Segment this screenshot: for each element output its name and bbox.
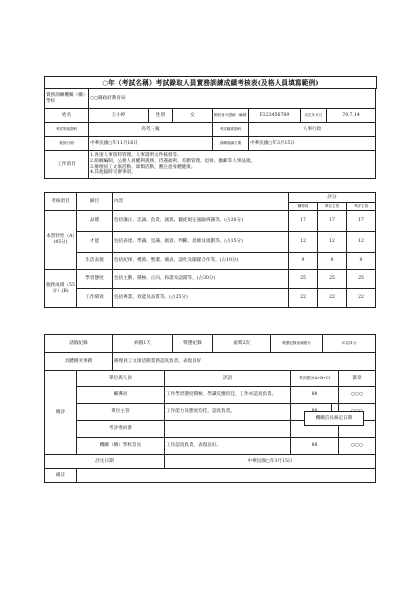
callout-pointer bbox=[331, 404, 332, 411]
special-label: 具體優劣事蹟 bbox=[45, 353, 113, 371]
eval-score: 88 bbox=[291, 387, 339, 404]
content-head: 內容 bbox=[113, 193, 289, 211]
eval-comment: 工作學習態度積極，學識反應均佳，工作亦認真負責。 bbox=[165, 387, 291, 404]
work-items bbox=[89, 151, 376, 179]
section-a: 本質特性（A）(45分) bbox=[45, 211, 77, 270]
score-col-mentor: 輔導員 bbox=[289, 203, 318, 211]
row-sub: 學習態度 bbox=[77, 270, 113, 289]
review-date: 中華民國○年3月15日 bbox=[165, 455, 376, 469]
exam-type-label: 考試職系類科 bbox=[213, 123, 249, 137]
eval-score: 88 bbox=[291, 438, 339, 455]
row-score: 12 bbox=[318, 232, 347, 253]
header-table bbox=[44, 88, 376, 179]
row-score: 17 bbox=[318, 211, 347, 232]
attendance-label: 請假紀錄 bbox=[45, 335, 113, 353]
eval-sign-head: 簽章 bbox=[339, 371, 376, 387]
remark-label: 備註 bbox=[45, 469, 77, 483]
score-col-supervisor: 單位主管 bbox=[318, 203, 347, 211]
row-score: 22 bbox=[289, 289, 318, 308]
row-score: 12 bbox=[289, 232, 318, 253]
row-content: 包括專業、效能及品質等。(占25分) bbox=[113, 289, 289, 308]
row-content: 包括廉正、忠誠、負責、誠篤、聽從規定風險辨識等。(占20分) bbox=[113, 211, 289, 232]
eval-comment: 工作認真負責，表現良好。 bbox=[165, 438, 291, 455]
work-item: 2.組織編制、公務人員權利義務、待遇福利、差勤管理、退休、撫卹等人事法規。 bbox=[90, 158, 256, 164]
callout-box: 機關首長核定日期 bbox=[304, 411, 364, 426]
form-title: ○年（考試名稱）考試錄取人員實務訓練成績考核表(及格人員填寫範例) bbox=[44, 76, 377, 89]
eval-role: 考評委員會 bbox=[77, 421, 165, 438]
end-value: 中華民國○年3月15日 bbox=[249, 137, 376, 151]
end-label: 訓練期滿日期 bbox=[213, 137, 249, 151]
remark-value bbox=[77, 469, 376, 483]
row-content: 包括紀律、禮節、整潔、儀表、談吐及團隊合作等。(占10分) bbox=[113, 253, 289, 270]
eval-sign: ○○○ bbox=[339, 438, 376, 455]
score-col-reviewer: 考評主管 bbox=[347, 203, 376, 211]
row-score: 22 bbox=[347, 289, 376, 308]
row-score: 17 bbox=[289, 211, 318, 232]
eval-comment-head: 評語 bbox=[165, 371, 291, 387]
eval-score-head: 考評總分(A+B+C) bbox=[291, 371, 339, 387]
row-score: 25 bbox=[318, 270, 347, 289]
eval-comment bbox=[165, 421, 291, 438]
row-score: 25 bbox=[289, 270, 318, 289]
row-score: 17 bbox=[347, 211, 376, 232]
award-record: 嘉獎2次 bbox=[213, 335, 271, 353]
report-label: 報到日期 bbox=[45, 137, 89, 151]
row-score: 25 bbox=[347, 270, 376, 289]
work-item: 4.其他臨時交辦事項。 bbox=[90, 170, 136, 176]
sex-label: 性別 bbox=[149, 109, 173, 123]
row-content: 包括主動、積極、正向、和諧及認錯等。(占30分) bbox=[113, 270, 289, 289]
section-b: 服務成績（55分）(B) bbox=[45, 270, 77, 308]
award-label: 獎懲紀錄 bbox=[173, 335, 213, 353]
report-value: 中華民國○年11月16日 bbox=[89, 137, 213, 151]
work-item: 3.辦理員工文康活動、球類活動，應注意身體健康。 bbox=[90, 164, 196, 170]
evaluation-label: 總評 bbox=[45, 371, 77, 455]
work-label: 工作項目 bbox=[45, 151, 89, 179]
evaluation-table bbox=[44, 370, 376, 483]
row-score: 9 bbox=[289, 253, 318, 270]
item-head: 考核項目 bbox=[45, 193, 77, 211]
eval-unit-head: 單位與人員 bbox=[77, 371, 165, 387]
id-label: 國民身分證統一編號 bbox=[213, 109, 249, 123]
row-score: 22 bbox=[318, 289, 347, 308]
score-head: 評分 bbox=[289, 193, 376, 203]
score-table bbox=[44, 192, 376, 308]
eval-role: 輔導員 bbox=[77, 387, 165, 404]
sex-value: 女 bbox=[173, 109, 213, 123]
name-label: 姓名 bbox=[45, 109, 89, 123]
row-score: 9 bbox=[347, 253, 376, 270]
work-item: 1.各項人事資料管理、人事證明文件核發等。 bbox=[90, 153, 182, 159]
name-value: 王小婷 bbox=[89, 109, 149, 123]
row-score: 12 bbox=[347, 232, 376, 253]
row-sub: 品德 bbox=[77, 211, 113, 232]
birth-value: 70.7.14 bbox=[327, 109, 376, 123]
leave-record: 病假1天 bbox=[113, 335, 173, 353]
row-score: 9 bbox=[318, 253, 347, 270]
row-sub: 工作績效 bbox=[77, 289, 113, 308]
exam-type-value: 人事行政 bbox=[249, 123, 376, 137]
eval-role: 單位主管 bbox=[77, 404, 165, 421]
sub-head: 細目 bbox=[77, 193, 113, 211]
eval-role: 機關（構）學校首長 bbox=[77, 438, 165, 455]
unit-value: ○○縣政府教育局 bbox=[89, 89, 376, 109]
exam-value: 高考三級 bbox=[89, 123, 213, 137]
review-label: 評定日期 bbox=[45, 455, 165, 469]
row-sub: 才能 bbox=[77, 232, 113, 253]
bonus-value: (C)加1分 bbox=[323, 335, 376, 353]
row-content: 包括表達、學識、見識、創意、判斷、思維及規劃等。(占15分) bbox=[113, 232, 289, 253]
id-value: F223456789 bbox=[249, 109, 301, 123]
eval-comment: 工作能力及態度均佳，認真負責。 bbox=[165, 404, 291, 421]
row-sub: 生活表現 bbox=[77, 253, 113, 270]
unit-label: 實務訓練機關（構）學校 bbox=[45, 89, 89, 109]
exam-label: 考試等級類科 bbox=[45, 123, 89, 137]
birth-label: 出生年月日 bbox=[301, 109, 327, 123]
bonus-label: 獎懲紀錄加減總分 bbox=[271, 335, 323, 353]
record-table bbox=[44, 334, 376, 371]
special-value: 辦理員工文康活動業務認真負責，表現良好 bbox=[113, 353, 376, 371]
eval-sign: ○○○ bbox=[339, 387, 376, 404]
